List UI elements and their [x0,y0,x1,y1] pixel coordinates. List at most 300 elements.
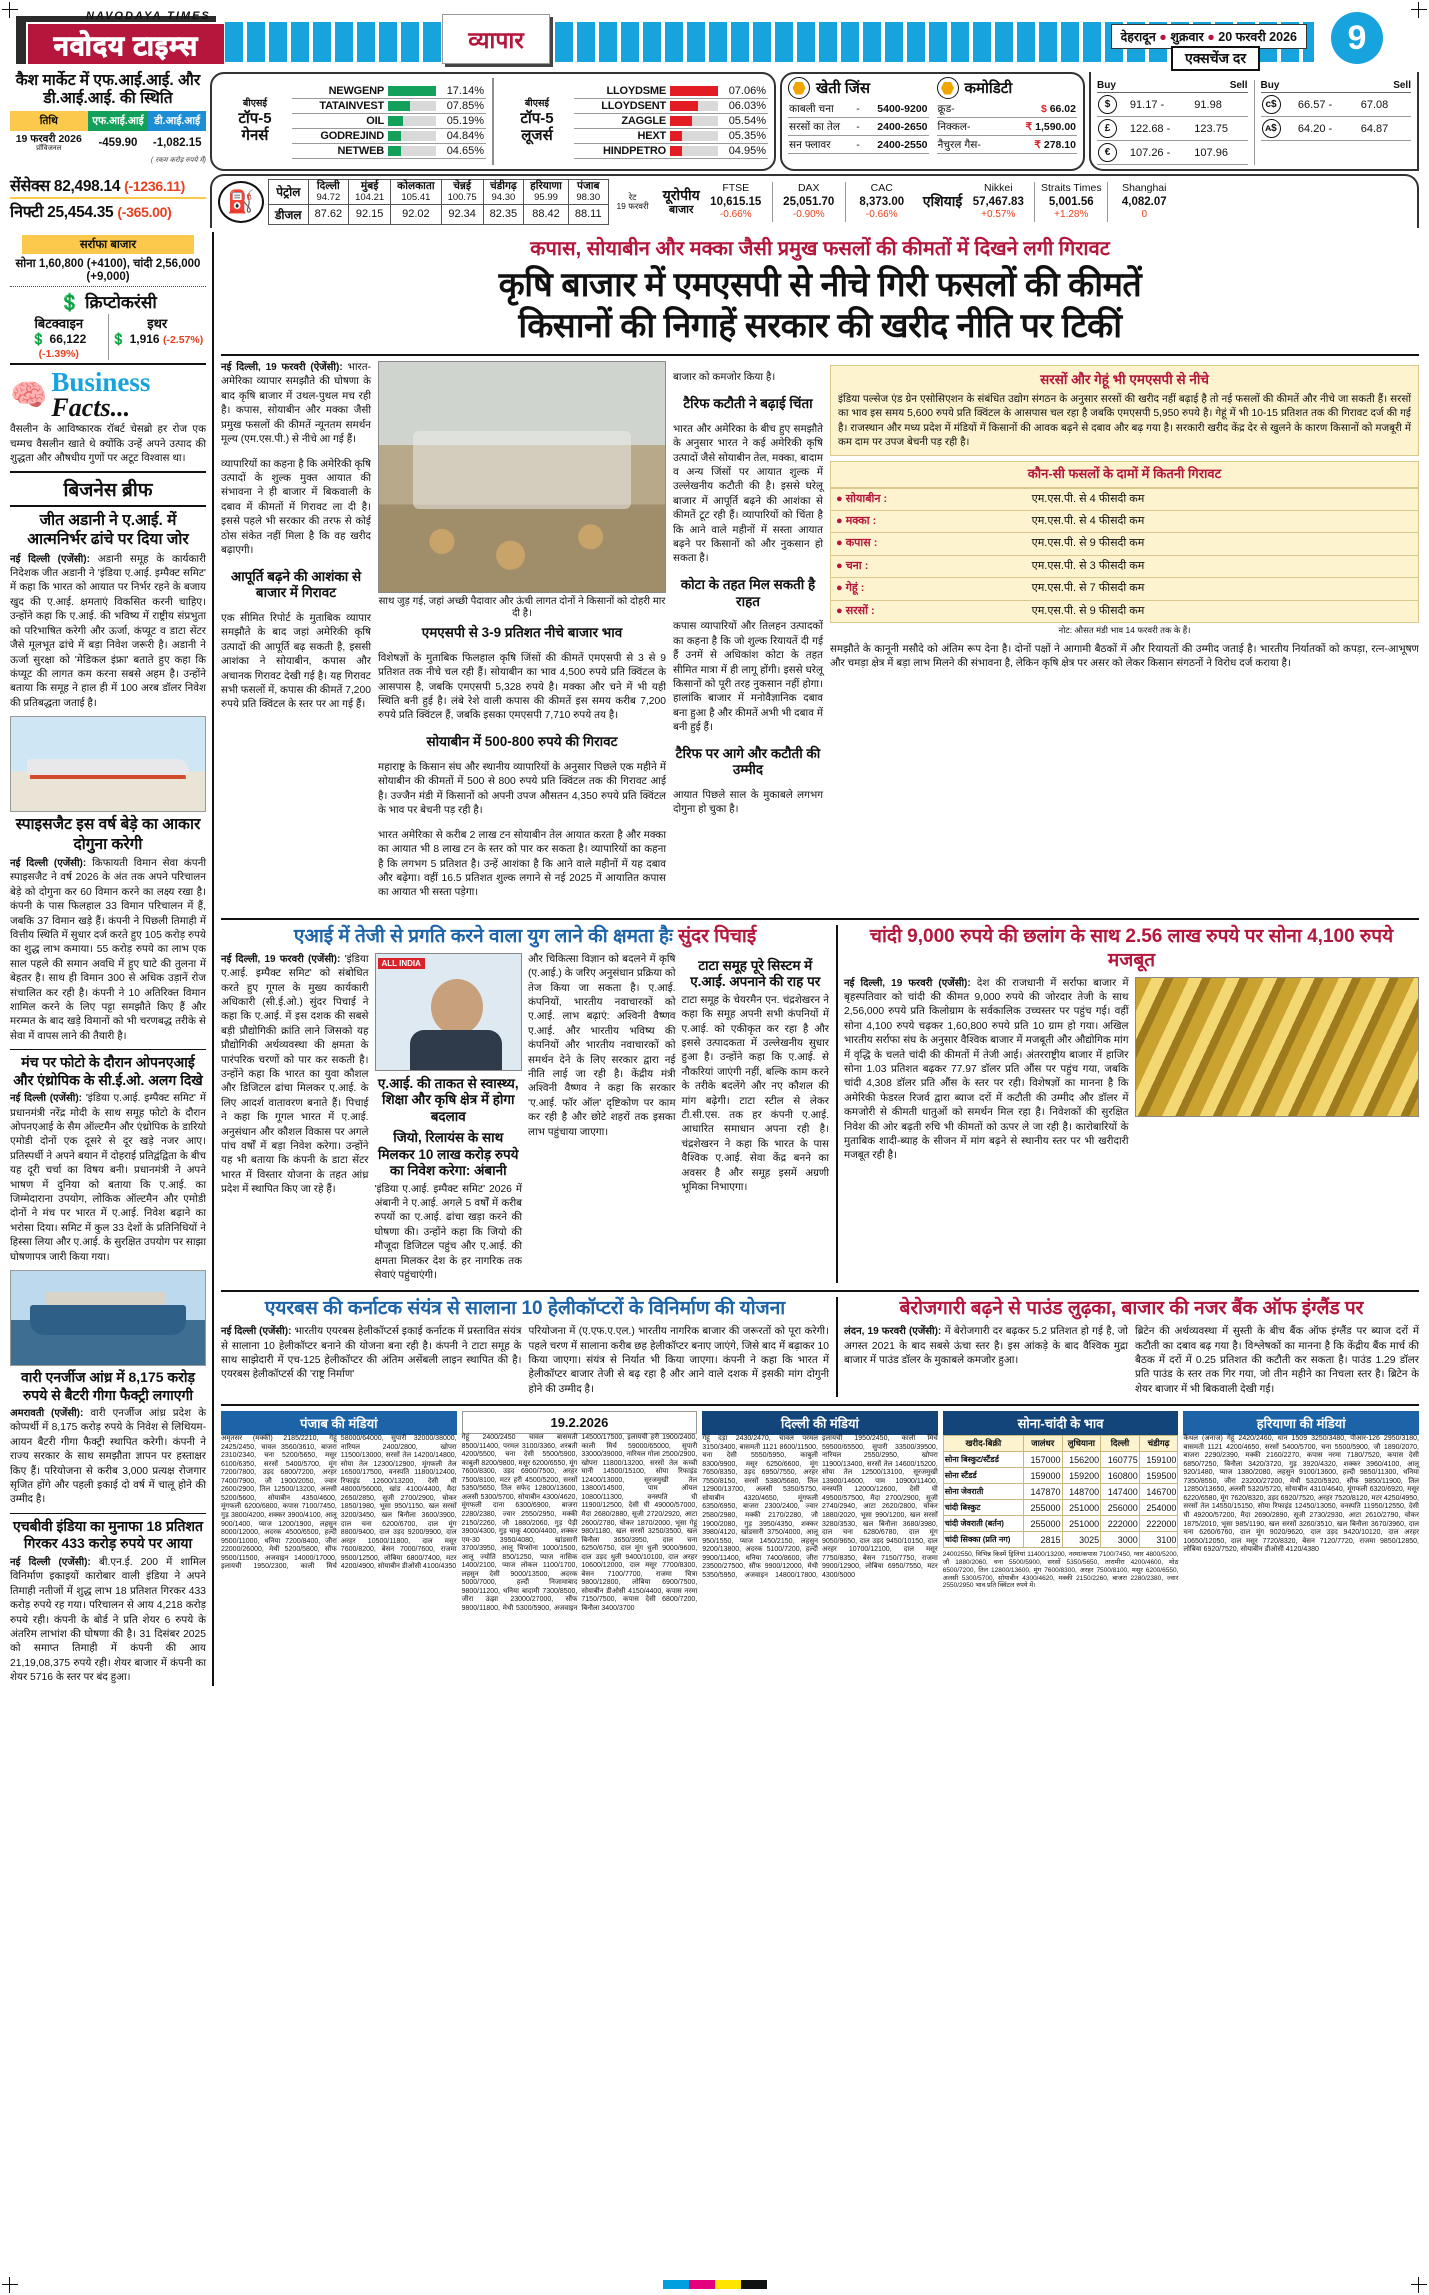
global-index [778,182,840,222]
section-badge [442,14,550,64]
ether-value: 1,916 [129,331,160,346]
currency-buy: 122.68 - [1129,117,1193,141]
global-index-name: FTSE [722,181,750,194]
fii-title [10,72,206,109]
crop-mark-tl [2,2,18,18]
gold-row-label: सोना स्टैंडर्ड [943,1468,1023,1484]
pound-col-2-text: ब्रिटेन की अर्थव्यवस्था में सुस्ती के बीच बैंक ऑफ इंग्लैंड पर ब्याज दरों में कटौती का दबाव बढ़ गया है। विश्लेषकों का मानना है कि केंद्रीय बैंक मार्च की बैठक में दरों में 0.25 प्रतिशत की कटौती कर सकता है। पाउंड 1.29 डॉलर प्रति पाउंड के स्तर तक गिर गया, जो तीन महीने का निचला स्तर है। ब्रिटेन के शेयर बाजार में भी बिकवाली देखी गई। [1135,1326,1419,1395]
movers-divider [492,78,494,165]
crypto-heading [10,290,206,313]
lead-p8: भारत अमेरिका से करीब 2 लाख टन सोयाबीन तेल आयात करता है और मक्का का आयात भी 8 लाख टन के स्तर को पार कर सकता है। व्यापारियों का कहना है कि लगभग 5 प्रतिशत है। उन्हें आशंका है कि आने वाले महीनों में यह दबाव और बढ़ेगा। वहीं 16.5 प्रतिशत शुल्क लगाने से नई 2025 में आयातित कपास का आयात भी सस्ता पड़ेगा। [378,829,666,899]
mover-bar [386,114,438,129]
mover-row [292,84,486,99]
lead-tail-text: समझौते के कानूनी मसौदे को अंतिम रूप देना है। दोनों पक्षों ने आगामी बैठकों में और रियायतों की उम्मीद जताई है। भारतीय निर्यातकों को कपड़ा, रत्न-आभूषण और चमड़ा क्षेत्र में बड़ा लाभ मिलने की संभावना है, लेकिन कृषि क्षेत्र पर असर को लेकर किसान संगठनों ने विरोध दर्ज कराया है। [830,643,1419,670]
mover-percent: 05.19% [438,114,486,129]
registry-note: 24002550, विभिन्न किस्में ड्रिलियां 11400/13200, नरमा/कपास 7100/7450, ग्वार 4800/5200, जौ 1880/2060, चना 5500/5900, सरसों 5350/5650, तारामीरा 4200/4600, मोठ 6500/7200, तिल 12800/13600, मूंग 7600/8300, अरहर 7500/8100, मसूर 6200/6550, अलसी 5300/5700, सोयाबीन 4300/4620, मक्की 2150/2260, बाजरा 2280/2380, ज्वार 2550/2950 भाव प्रति क्विंटल रुपये में। [942,1551,1179,1590]
currency-symbol: £ [1097,117,1129,141]
bitcoin-name: बिटक्वाइन [34,315,84,331]
global-index-change: +1.28% [1054,209,1089,221]
fuel-pump-icon: ⛽ [218,181,264,223]
global-index [851,182,913,222]
brief-body-4 [10,1407,206,1508]
mover-percent: 17.14% [438,84,486,99]
fuel-city-delhi: दिल्ली 94.72 [308,180,349,205]
gold-cell: 159500 [1139,1468,1178,1484]
msp-value: एम.एस.पी. से 4 फीसदी कम [1027,488,1419,510]
lead-kicker: कपास, सोयाबीन और मक्का जैसी प्रमुख फसलों की कीमतों में दिखने लगी गिरावट [530,237,1110,260]
index-fuel-row [10,174,1419,228]
mandi-date-col [462,1411,698,1613]
ether-symbol: 💲 [111,331,127,346]
nifty-value: 25,454.35 [47,204,114,221]
fuel-city-kolkata: कोलकाता 105.41 [391,180,441,205]
exchange-row [1261,117,1412,141]
gold-table-header [943,1436,1178,1452]
exchange-row [1097,117,1248,141]
fuel-diesel-row [269,204,609,224]
mover-percent: 04.95% [720,144,768,159]
brief-headline-2: स्पाइसजैट इस वर्ष बेड़े का आकार दोगुना करेगी [15,816,201,853]
mover-row [574,99,768,114]
color-black [741,2280,767,2289]
msp-crop: ● चना : [831,555,1027,577]
gold-story [836,925,1419,1283]
europe-label [663,188,700,215]
lead-col-3 [673,361,823,911]
commodity-name: क्रूड- [937,100,1002,118]
diesel-kolkata: 92.02 [391,204,441,224]
ai-headline [221,925,829,949]
ai-col-3-text: और चिकित्सा विज्ञान को बदलने में कृषि (ए.आई.) के जरिए अनुसंधान प्रक्रिया को तेज किया जा सकता है। ए.आई. कंपनियों, भारतीय नवाचारकों को ए.आई. लाभ बढ़ाएं: अश्विनी वैष्णव ए.आई. और भारतीय भविष्य की कंपनियों और भारतीय नवाचारकों को समर्थन देने के लिए सरकार द्वारा नई नीति लाई जा रही है। केंद्रीय मंत्री अश्विनी वैष्णव ने कहा कि सरकार 'ए.आई. फॉर ऑल' दृष्टिकोण पर काम कर रही है और छोटे शहरों तक इसका लाभ पहुंचाया जाएगा। [528,953,676,1138]
bitcoin-value-line [10,332,108,360]
gold-cell: 3000 [1101,1532,1140,1548]
exchange-row [1097,141,1248,165]
index-underline [10,197,206,199]
kheti-name: सरसों का तेल [788,118,855,136]
fii-header-dii: डी.आई.आई [148,111,206,131]
global-index-name: DAX [797,181,820,194]
gold-row [943,1516,1178,1532]
mover-percent: 07.85% [438,99,486,114]
global-index-change: -0.90% [792,209,825,221]
gold-header-cell: खरीद-बिक्री [943,1436,1023,1452]
lead-p10: भारत और अमेरिका के बीच हुए समझौते के अनुसार भारत ने कई अमेरिकी कृषि उत्पादों जैसे सोयाबीन तेल, मक्का, बादाम व अन्य जिंसों पर आयात शुल्क में उल्लेखनीय कटौती की है। इससे घरेलू बाजार में आपूर्ति बढ़ने की आशंका से कीमतें टूट रही हैं। व्यापारियों को चिंता है कि आने वाले महीनों में सस्ता आयात बढ़ने पर किसानों को और नुकसान हो सकता है। [673,423,823,565]
brief-article-3 [10,1049,206,1265]
bse-losers [500,84,768,159]
gold-cell: 255000 [1023,1500,1062,1516]
gold-cell: 222000 [1139,1516,1178,1532]
logo-hindi-name: नवोदय टाइम्स [53,30,199,61]
sensex-change: (-1236.11) [124,178,185,194]
pound-headline [844,1297,1419,1321]
currency-symbol: € [1097,141,1129,165]
airbus-col-1-text: भारतीय एयरबस हेलीकॉप्टर्स इकाई कर्नाटक में प्रस्तावित संयंत्र से सालाना 10 हेलीकॉप्टर बनाने की योजना बना रही है। कंपनी ने टाटा समूह के साथ साझेदारी में एच-125 हेलीकॉप्टर की अंतिम असेंबली लाइन स्थापित की है। एयरबस हेलीकॉप्टर्स की 'राष्ट्र निर्माण' [221,1326,522,1381]
mandi-date-body: गेहूं 2400/2450 चावल बासमती 8500/11400, परमल 3100/3360, शरबती 4200/5500, चना देसी 5500/5900, काबुली 8200/9800, मसूर 6200/6550, मूंग 7600/8300, उड़द 6900/7500, अरहर 7500/8100, मटर हरी 4500/5200, सरसों 5350/5650, तिल सफेद 12800/13600, अलसी 5300/5700, सोयाबीन 4300/4620, मूंगफली दाना 6300/6900, बाजरा 2280/2380, ज्वार 2550/2950, मक्की 2150/2260, जौ 1880/2060, गुड़ पेड़ी 3900/4300, गुड़ चाकू 4000/4400, शक्कर एम-30 3950/4080, खांडसारी 3700/3950, आलू चिप्सोना 1000/1500, आलू ज्योति 850/1250, प्याज नासिक 1400/2100, प्याज लोकल 1100/1700, लहसुन देसी 9000/13500, अदरक 5000/7000, हल्दी निजामाबाद 9800/11200, धनिया बादामी 7300/8500, जीरा ऊंझा 23000/27000, सौंफ 9800/11800, मेथी 5300/5900, अजवाइन 14500/17500, इलायची हरी 1900/2400, काली मिर्च 59000/65000, सुपारी 33000/39000, नारियल गोला 2500/2900, खोपरा 11800/13200, सरसों तेल कच्ची घानी 14500/15100, सोया रिफाइंड 12400/13000, सूरजमुखी तेल 13800/14500, पाम ऑयल 10800/11300, वनस्पति घी 11900/12500, देसी घी 49000/57000, मैदा 2680/2880, सूजी 2720/2920, आटा 2600/2780, चोकर 1870/2000, भूसा गेहूं 980/1180, खल सरसों 3250/3500, खल बिनौला 3650/3950, दाल चना 6250/6750, दाल मूंग धुली 9000/9600, दाल उड़द धुली 9400/10100, दाल अरहर 10600/12000, दाल मसूर 7700/8300, बेसन 7100/7700, राजमा चित्रा 9800/12800, लोबिया 6900/7500, सोयाबीन डीओसी 4150/4400, कपास नरमा 7150/7500, कपास देसी 6800/7200, बिनौला 3400/3700 [461,1434,698,1612]
kheti-jins-section [788,77,929,166]
brief-body-3 [10,1092,206,1265]
mover-bar [668,129,720,144]
ai-byline: नई दिल्ली, 19 फरवरी (एजेंसी): [221,953,341,965]
ai-columns [221,953,829,1284]
mover-row [574,129,768,144]
exchange-row [1261,93,1412,117]
kheti-value: 2400-2650 [862,118,928,136]
pound-byline: लंदन, 19 फरवरी (एजेंसी): [844,1326,942,1338]
business-facts-title [51,366,151,422]
commodity-row [937,100,1078,118]
exchange-right-col [1261,80,1412,165]
lead-story [221,361,1419,911]
gainers-table [292,84,486,159]
diesel-chennai: 92.34 [441,204,483,224]
brief-body-2 [10,857,206,1044]
exchange-left-header [1097,80,1248,93]
gold-header-cell: जालंधर [1023,1436,1062,1452]
gold-cell: 251000 [1062,1516,1101,1532]
mover-percent: 05.54% [720,114,768,129]
gold-row [943,1500,1178,1516]
fuel-global-widget [210,174,1419,228]
europe-label-1: यूरोपीय [662,187,700,204]
global-index-name: Shanghai [1122,181,1167,194]
exchange-title: एक्सचेंज दर [1171,46,1260,71]
gainers-label [218,99,292,144]
global-index-value: 8,373.00 [859,196,905,209]
lead-p1: भारत-अमेरिका व्यापार समझौते की घोषणा के बाद कृषि बाजार में उथल-पुथल मच रही है। कपास, सोयाबीन और मक्का जैसी प्रमुख फसलों की कीमतें न्यूनतम समर्थन मूल्य (एम.एस.पी.) से नीचे आ गई हैं। [221,361,371,445]
diesel-chandigarh: 82.35 [483,204,524,224]
gainers-type: गेनर्स [241,126,269,144]
sensex-value: 82,498.14 [53,178,121,195]
mover-symbol: HINDPETRO [574,144,668,159]
lead-col-5 [830,361,1419,911]
commodity-value: ₹ 278.10 [1002,136,1077,154]
main-content [10,232,1419,1686]
exchange-divider [1254,80,1255,165]
mover-symbol: OIL [292,114,386,129]
mandi-haryana-title: हरियाणा की मंडियां [1183,1411,1419,1435]
index-column [10,174,206,228]
business-facts-title-1: Business [51,366,151,397]
msp-row [831,511,1419,533]
top-data-strip [10,50,1419,171]
mover-row [574,84,768,99]
currency-symbol: ᴀ$ [1261,117,1297,141]
ether-value-line [109,332,207,346]
lead-headline-1: कृषि बाजार में एमएसपी से नीचे गिरी फसलों की कीमतें [498,265,1142,304]
gold-headline-part1: चांदी 9,000 रुपये की छलांग के साथ 2.56 [869,926,1163,948]
mover-symbol: LLOYDSENT [574,99,668,114]
losers-type: लूजर्स [521,126,553,144]
kheti-dash: - [855,118,862,136]
brief-byline-2: नई दिल्ली (एजेंसी): [10,857,87,869]
crop-mark-tr [1411,2,1427,18]
fii-footnote: ( रकम करोड़ रुपये में) [150,156,206,164]
crypto-bitcoin [10,314,108,360]
kheti-head [788,77,929,99]
mandi-punjab [221,1411,457,1613]
kheti-row [788,100,929,118]
left-sidebar [10,232,206,1686]
gold-cell: 3025 [1062,1532,1101,1548]
currency-buy: 66.57 - [1297,93,1360,117]
section-label: व्यापार [468,27,524,53]
ether-name: इथर [147,315,168,331]
brief-text-4: वारी एनर्जीज आंध्र प्रदेश के कोप्पर्थी में 8,175 करोड़ रुपये के निवेश से लिथियम-आयन बैटरी गीगा फैक्ट्री स्थापित करेगी। कंपनी ने राज्य सरकार के साथ समझौता ज्ञापन पर हस्ताक्षर किए हैं। परियोजना से करीब 3,000 प्रत्यक्ष रोजगार सृजित होंगे और पहली इकाई दो वर्ष में चालू होने की उम्मीद है। [10,1408,206,1506]
lightbulb-head-icon: 🧠 [10,378,48,412]
msp-value: एम.एस.पी. से 9 फीसदी कम [1027,533,1419,555]
gold-row [943,1468,1178,1484]
fuel-city-haryana: हरियाणा 95.99 [524,180,569,205]
nifty-change: (-365.00) [117,204,172,220]
mover-bar [386,84,438,99]
airbus-headline: एयरबस की कर्नाटक संयंत्र से सालाना 10 हेलीकॉप्टरों के विनिर्माण की योजना [264,1298,786,1320]
kheti-row [788,136,929,154]
mandi-haryana-body: कैथल (अनाज) गेहूं 2420/2460, धान 1509 3250/3480, पीआर-126 2950/3180, बासमती 1121 4200/4650, सरसों 5400/5700, चना 5500/5900, जौ 1890/2070, बाजरा 2290/2390, मक्की 2160/2270, कपास नरमा 7180/7520, कपास देसी 6850/7250, बिनौला 3420/3720, गुड़ 3920/4320, शक्कर 3960/4100, आलू 920/1480, प्याज 1380/2080, लहसुन 9100/13600, हल्दी 9850/11300, धनिया 7350/8550, जीरा 23200/27200, मेथी 5320/5920, सौंफ 9850/11900, तिल 12850/13650, अलसी 5320/5720, सोयाबीन 4310/4640, मूंगफली 6320/6920, मसूर 6220/6580, मूंग 7620/8320, उड़द 6920/7520, अरहर 7520/8120, मटर 4250/4950, सरसों तेल 14550/15150, सोया रिफाइंड 12450/13050, वनस्पति 11950/12550, देसी घी 49200/57200, मैदा 2690/2890, सूजी 2730/2930, आटा 2610/2790, चोकर 1875/2010, भूसा 985/1190, खल सरसों 3260/3510, खल बिनौला 3670/3960, दाल चना 6260/6760, दाल मूंग 9020/9620, दाल उड़द 9420/10120, दाल अरहर 10650/12050, दाल मसूर 7720/8320, बेसन 7120/7720, राजमा 9850/12850, लोबिया 6920/7520, सोयाबीन डीओसी 4120/4380 [1183,1435,1419,1554]
third-band [221,1290,1419,1397]
gold-cell: 157000 [1023,1452,1062,1468]
europe-label-2: बाजार [668,203,694,216]
gold-columns [844,977,1419,1164]
gold-cell: 148700 [1062,1484,1101,1500]
commodity-head [937,77,1078,99]
kheti-dash: - [855,136,862,154]
brief-article-4 [10,1369,206,1508]
kheti-dash: - [855,100,862,118]
gold-row [943,1452,1178,1468]
mandi-date-title: 19.2.2026 [462,1411,698,1434]
gold-byline: नई दिल्ली, 19 फरवरी (एजेंसी): [844,977,971,989]
brief-headline-1: जीत अडानी ने ए.आई. में आत्मनिर्भर ढांचे पर दिया जोर [27,511,189,549]
sarson-gehu-box [830,365,1419,457]
commodity-icon [937,77,959,99]
ai-col-2-text: 'इंडिया ए.आई. इम्पैक्ट समिट' 2026 में अंबानी ने ए.आई. अगले 5 वर्षों में करीब रुपयों का ए.आई. ढांचा खड़ा करने की घोषणा की। उन्होंने कहा कि जियो की मौजूदा डिजिटल पहुंच और ए.आई. की क्षमता मिलकर देश के हर नागरिक तक सेवाएं पहुंचाएंगी। [374,1183,522,1282]
msp-crop: ● सोयाबीन : [831,488,1027,510]
logo-hindi-box [26,22,226,66]
global-index-name: Nikkei [983,181,1013,194]
lead-photo-caption: साथ जुड़ गई, जहां अच्छी पैदावार और ऊंची लागत दोनों ने किसानों को दोहरी मार दी है। [378,595,666,619]
airbus-col-2-text: परियोजना में (ए.एफ.ए.एल.) भारतीय नागरिक बाजार की जरूरतों को पूरा करेगी। पहले चरण में सालाना करीब छह हेलीकॉप्टर बनाए जाएंगे, जिसे बाद में बढ़ाकर 10 किया जाएगा। संयंत्र से निर्यात भी किया जाएगा। कंपनी ने कहा कि भारत में हेलीकॉप्टर बाजार तेजी से बढ़ रहा है और आने वाले दशक में इसकी मांग दोगुनी होने की उम्मीद है। [528,1326,829,1395]
msp-crop: ● मक्का : [831,511,1027,533]
gold-row-label: सोना बिस्कुट/स्टैंडर्ड [943,1452,1023,1468]
brief-body-1 [10,553,206,711]
global-index-change: +0.57% [981,209,1016,221]
commodity-name: नैचुरल गैस- [937,136,1002,154]
ai-col-3 [528,953,676,1284]
msp-row [831,488,1419,510]
mover-row [574,114,768,129]
gold-body: देश की राजधानी में सर्राफा बाजार में बृहस्पतिवार को चांदी की कीमत 9,000 रुपये की जोरदार तेजी के साथ 2,56,000 रुपये प्रति किलोग्राम के सर्वकालिक उच्चस्तर पर पहुंच गई। वहीं सोना 4,100 रुपये चढ़कर 1,60,800 रुपये प्रति 10 ग्राम हो गया। अखिल भारतीय सर्राफा संघ के अनुसार वैश्विक बाजार में मजबूती और औद्योगिक मांग में वृद्धि के चलते चांदी की कीमतों में तेजी आई। अंतरराष्ट्रीय बाजार में हाजिर सोना 1.03 प्रतिशत बढ़कर 77.97 डॉलर प्रति औंस पर पहुंच गया, जबकि चांदी 4,308 डॉलर प्रति औंस के स्तर पर रही। विशेषज्ञों का मानना है कि अमेरिकी फेडरल रिजर्व द्वारा ब्याज दरों में कटौती की उम्मीद और डॉलर में कमजोरी से कीमती धातुओं को समर्थन मिल रहा है। निवेशकों की सुरक्षित निवेश की ओर बढ़ती रुचि भी कीमतों को ऊपर ले जा रही है। कारोबारियों के मुताबिक शादी-ब्याह के सीजन में मांग बढ़ने से स्थानीय स्तर पर भी खरीदारी मजबूत रही है। [844,977,1129,1162]
gold-row [943,1532,1178,1548]
crop-mark-bl [2,2277,18,2293]
gold-cell: 159100 [1139,1452,1178,1468]
msp-table-heading: कौन-सी फसलों के दामों में कितनी गिरावट [830,461,1419,487]
mover-symbol: ZAGGLE [574,114,668,129]
business-facts-body: वैसलीन के आविष्कारक रॉबर्ट चेसब्रो हर रोज एक चम्मच वैसलीन खाते थे क्योंकि उन्हें अपने उत्पाद की शुद्धता और औषधीय गुणों पर अटूट विश्वास था। [10,424,206,464]
brief-headline-3: मंच पर फोटो के दौरान ओपनएआई और एंथ्रोपिक के सी.ई.ओ. अलग दिखे [13,1054,203,1088]
brief-byline-3: नई दिल्ली (एजेंसी): [10,1093,82,1105]
dateline-dot-1: ● [1159,30,1167,44]
currency-buy: 91.17 - [1129,93,1193,117]
lead-photo [378,361,666,593]
mover-bar [668,99,720,114]
gold-cell: 159000 [1023,1468,1062,1484]
msp-crop: ● गेहूं : [831,578,1027,600]
gold-header-cell: लुधियाना [1062,1436,1101,1452]
mandi-punjab-title: पंजाब की मंडियां [221,1411,457,1435]
airbus-columns [221,1325,829,1397]
diesel-punjab: 88.11 [568,204,608,224]
lead-byline: नई दिल्ली, 19 फरवरी (ऐजेंसी): [221,361,343,373]
mover-percent: 07.06% [720,84,768,99]
color-cyan [663,2280,689,2289]
gold-header-cell: दिल्ली [1101,1436,1140,1452]
gold-table-title: सोना-चांदी के भाव [943,1411,1179,1435]
mover-bar [668,114,720,129]
ai-col-4 [682,953,830,1284]
commodity-title: कमोडिटी [964,80,1013,97]
color-yellow [715,2280,741,2289]
diesel-label: डीजल [269,204,309,224]
global-index [1040,182,1102,222]
mover-symbol: NETWEB [292,144,386,159]
portrait-body [410,1030,502,1070]
currency-sell: 123.75 [1193,117,1247,141]
lead-sub-5: टैरिफ पर आगे और कटौती की उम्मीद [675,745,821,778]
fii-date-sub: प्रॉविजनल [36,145,62,153]
ai-headline-part2: सुंदर पिचाई [678,926,757,948]
gold-cell: 3100 [1139,1532,1178,1548]
mandi-delhi-body: गेहूं दड़ा 2430/2470, चावल परमल 3150/3400, बासमती 1121 8600/11500, चना देसी 5550/5950, काबुली 8300/9900, मसूर 6250/6600, मूंग 7650/8350, उड़द 6950/7550, अरहर 7550/8150, सरसों 5380/5680, तिल 12900/13700, अलसी 5350/5750, सोयाबीन 4320/4650, मूंगफली 6350/6950, बाजरा 2300/2400, ज्वार 2580/2980, मक्की 2170/2280, जौ 1900/2080, गुड़ 3950/4350, शक्कर 3980/4120, खांडसारी 3750/4000, आलू 950/1550, प्याज 1450/2150, लहसुन 9200/13800, अदरक 5100/7200, हल्दी 9900/11400, धनिया 7400/8600, जीरा 23500/27500, सौंफ 9900/12000, मेथी 5350/5950, अजवाइन 14800/17800, इलायची 1950/2450, काली मिर्च 59500/65500, सुपारी 33500/39500, नारियल 2550/2950, खोपरा 11900/13400, सरसों तेल 14600/15200, सोया तेल 12500/13100, सूरजमुखी 13900/14600, पाम 10900/11400, वनस्पति 12000/12600, देसी घी 49500/57500, मैदा 2700/2900, सूजी 2740/2940, आटा 2620/2800, चोकर 1880/2020, भूसा 990/1200, खल सरसों 3280/3530, खल बिनौला 3680/3980, दाल चना 6280/6780, दाल मूंग 9050/9650, दाल उड़द 9450/10150, दाल अरहर 10700/12100, दाल मसूर 7750/8350, बेसन 7150/7750, राजमा 9900/12900, लोबिया 6950/7550, मटर 4300/5000 [702,1435,938,1579]
msp-crop: ● कपास : [831,533,1027,555]
right-content [212,232,1419,1686]
print-color-bar [663,2280,767,2289]
mover-bar [668,144,720,159]
brief-byline-1: नई दिल्ली (एजेंसी): [10,553,90,565]
dateline-day: शुक्रवार [1170,30,1204,44]
ai-col-2 [375,953,523,1284]
mandi-haryana [1183,1411,1419,1613]
lead-sub-4: कोटा के तहत मिल सकती है राहत [680,577,816,609]
gold-cell: 222000 [1101,1516,1140,1532]
fii-header-row [10,111,206,131]
wheat-icon [788,77,810,99]
gold-cell: 2815 [1023,1532,1062,1548]
kheti-table [788,100,929,154]
fuel-price-table [268,179,609,225]
fii-title-line2: डी.आई.आई. की स्थिति [43,90,173,108]
fii-dii-table [10,111,206,156]
lead-sub-2: एमएसपी से 3-9 प्रतिशत नीचे बाजार भाव [421,624,623,640]
fii-header-date: तिथि [10,111,88,131]
global-index-change: 0 [1141,209,1148,221]
fuel-city-chandigarh: चंडीगढ़ 94.30 [483,180,524,205]
exchange-right-header [1261,80,1412,93]
mover-percent: 04.84% [438,129,486,144]
ai-col-4-text: टाटा समूह के चेयरमैन एन. चंद्रशेखरन ने कहा कि समूह अपनी सभी कंपनियों में ए.आई. को एकीकृत कर रहा है और इससे उत्पादकता में उल्लेखनीय सुधार हुआ है। उन्होंने कहा कि ए.आई. से नौकरियां जाएंगी नहीं, बल्कि काम करने के तरीके बदलेंगे और नए कौशल की मांग बढ़ेगी। टाटा स्टील से लेकर टी.सी.एस. तक हर कंपनी ए.आई. आधारित समाधान अपना रही है। चंद्रशेखरन ने कहा कि भारत के पास वैश्विक ए.आई. सेवा केंद्र बनने का अवसर है और समूह इसमें अग्रणी भूमिका निभाएगा। [681,994,829,1193]
brief-byline-4: अमरावती (एजेंसी): [10,1408,84,1420]
brief-text-1: अडानी समूह के कार्यकारी निदेशक जीत अडानी ने 'इंडिया ए.आई. इम्पैक्ट समिट' में कहा कि भारत को आयात पर निर्भर रहने के बजाय खुद की ए.आई. क्षमताएं विकसित करनी चाहिए। उन्होंने कहा कि ए.आई. की भविष्य में राष्ट्रीय संप्रभुता को परिभाषित करेगी और ऊर्जा, कंप्यूट व डाटा सेंटर जैसे मूलभूत ढांचे में बड़ा निवेश जरूरी है। अडानी ने ऊर्जा सुरक्षा को 'मेडिकल इंफ्रा' बताते हुए कहा कि कंप्यूट की लागत कम करना सबसे अहम है। उन्होंने बताया कि समूह ने हाल ही में 100 अरब डॉलर निवेश की प्रतिबद्धता जताई है। [10,553,206,709]
brief-article-1 [10,511,206,711]
bitcoin-symbol: 💲 [31,331,47,346]
petrol-label: पेट्रोल [269,180,309,205]
ai-col-1 [221,953,369,1284]
fii-date: 19 फरवरी 2026 [15,132,82,145]
commodity-name: निक्कल- [937,118,1002,136]
gold-cell: 160800 [1101,1468,1140,1484]
kheti-name: सन फ्लावर [788,136,855,154]
currency-sell: 91.98 [1193,93,1247,117]
gold-row-label: चांदी बिस्कुट [943,1500,1023,1516]
kheti-value: 2400-2550 [862,136,928,154]
commodity-row [937,136,1078,154]
sell-label-left: Sell [1229,80,1248,91]
gold-photo-col [1135,977,1420,1164]
brief-text-3: 'इंडिया ए.आई. इम्पैक्ट समिट' में प्रधानमंत्री नरेंद्र मोदी के साथ समूह फोटो के दौरान ओपनएआई के सैम ऑल्टमैन और एंथ्रोपिक के डारियो एमोडी दोनों एक दूसरे से दूर खड़े नजर आए। प्रतिस्पर्धी ने अपने बयान में दोहराई प्रतिद्वंद्विता के बीच यह दूरी चर्चा का विषय बनी। प्रधानमंत्री ने अपने भाषण में दुनिया को बताया कि ए.आई. का जिम्मेदाराना उपयोग, लोकिक ऑल्टमैन और एमोडी दोनों ने मंच पर भारत में ए.आई. निवेश बढ़ाने का भरोसा दिया। समिट में कुल 33 देशों के प्रतिनिधियों ने हिस्सा लिया और ए.आई. के सुरक्षित उपयोग पर साझा घोषणापत्र जारी किया गया। [10,1093,206,1263]
mover-bar [386,99,438,114]
global-index-change: -0.66% [865,209,898,221]
europe-values [705,182,913,222]
kheti-title: खेती जिंस [816,80,871,97]
brief-body-5 [10,1556,206,1686]
pound-columns [844,1325,1419,1397]
mover-row [292,114,486,129]
page-number-badge: 9 [1331,12,1383,64]
gold-row-label: चांदी सिक्का (प्रति नग) [943,1532,1023,1548]
mover-row [292,144,486,159]
gold-cell: 156200 [1062,1452,1101,1468]
msp-value: एम.एस.पी. से 3 फीसदी कम [1027,555,1419,577]
rate-word: रेट [628,191,637,202]
fii-data-row [10,131,206,156]
lead-p4: विशेषज्ञों के मुताबिक फिलहाल कृषि जिंसों की कीमतें एमएसपी से 3 से 9 प्रतिशत तक नीचे चल रही हैं। सोयाबीन का भाव 4,500 रुपये प्रति क्विंटल के आसपास है, जबकि एमएसपी 5,328 रुपये है। मक्का और चने में भी यही स्थिति बनी हुई है। लंबे रेशे वाली कपास की कीमतें इस समय करीब 7,200 रुपये प्रति क्विंटल हैं, जबकि इसका एमएसपी 7,710 रुपये तय है। [378,652,666,722]
global-index-value: 57,467.83 [972,196,1024,209]
mandi-delhi-title: दिल्ली की मंडियां [702,1411,938,1435]
mover-symbol: TATAINVEST [292,99,386,114]
mover-row [292,99,486,114]
mover-symbol: NEWGENP [292,84,386,99]
global-index-name: CAC [870,181,893,194]
lead-col-1 [221,361,371,911]
commodity-value: ₹ 1,590.00 [1002,118,1077,136]
currency-sell: 67.08 [1360,93,1411,117]
gold-cell: 147870 [1023,1484,1062,1500]
currency-sell: 64.87 [1360,117,1411,141]
msp-row [831,600,1419,622]
mover-bar [386,144,438,159]
dollar-icon: 💲 [59,292,81,312]
europe-indices [663,182,913,222]
asia-values [967,182,1175,222]
currency-symbol: c$ [1261,93,1297,117]
airbus-story [221,1297,829,1397]
buy-label-right: Buy [1260,80,1280,91]
bitcoin-value: 66,122 [49,331,87,346]
lead-p7: महाराष्ट्र के किसान संघ और स्थानीय व्यापारियों के अनुसार पिछले एक महीने में सोयाबीन की कीमतों में 500 से 800 रुपये प्रति क्विंटल तक की गिरावट आई है। उज्जैन मंडी में किसानों को अपनी उपज औसतन 4,350 रुपये प्रति क्विंटल के भाव पर बेचनी पड़ रही है। [378,761,666,816]
gold-row [943,1484,1178,1500]
pound-story [836,1297,1419,1397]
losers-top5: टॉप-5 [520,109,554,127]
lead-sub-1: आपूर्ति बढ़ने की आशंका से बाजार में गिरावट [230,568,362,601]
global-divider [845,182,846,222]
global-index [705,182,767,222]
gold-cell: 255000 [1023,1516,1062,1532]
fii-header-fii: एफ.आई.आई [88,111,149,131]
nifty-label: निफ्टी [10,204,44,221]
commodity-table [937,100,1078,154]
currency-sell: 107.96 [1193,141,1247,165]
gold-row-label: चांदी जेवराती (बर्तन) [943,1516,1023,1532]
commodity-section [937,77,1078,166]
